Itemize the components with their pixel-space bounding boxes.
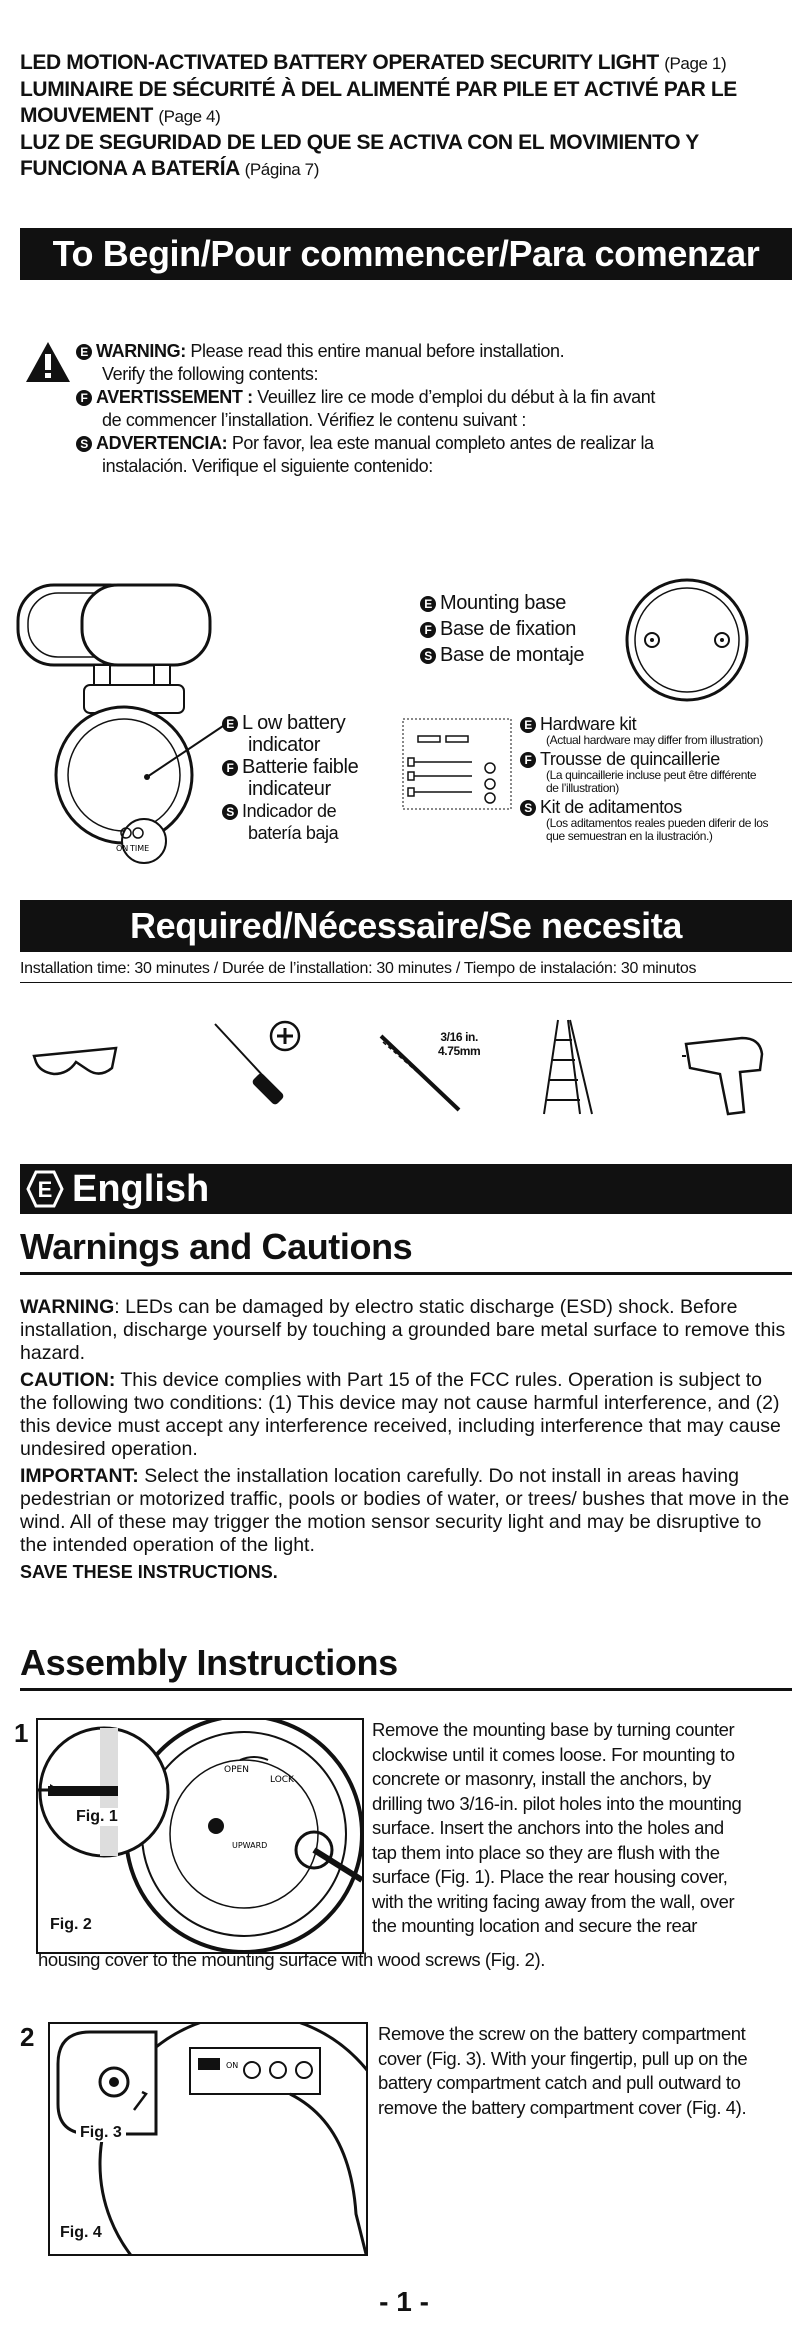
dial-lock-label: LOCK — [270, 1775, 294, 1785]
required-banner: Required/Nécessaire/Se necesita — [20, 900, 792, 952]
save-instructions: SAVE THESE INSTRUCTIONS. — [20, 1562, 278, 1582]
to-begin-banner: To Begin/Pour commencer/Para comenzar — [20, 228, 792, 280]
title-es-line1: LUZ DE SEGURIDAD DE LED QUE SE ACTIVA CON EL MOVIMIENTO Y — [20, 131, 699, 154]
warning-triangle-icon — [24, 340, 72, 384]
hardware-kit-labels: E Hardware kit (Actual hardware may differ from illustration) F Trousse de quincaillerie (La quincaillerie incluse peut être différente de l’illustration) S Kit de aditamentos (Los aditamentos reales pueden diferir de los que semuestran en la ilustración.) — [520, 714, 800, 843]
english-e-icon — [26, 1170, 64, 1208]
drill-bit-size-label: 3/16 in. 4.75mm — [438, 1030, 481, 1058]
power-drill-icon — [682, 1030, 782, 1120]
french-badge-icon: F — [76, 390, 92, 406]
light-time-label: TIME — [130, 844, 150, 853]
english-badge-letter: E — [37, 1177, 53, 1202]
low-battery-labels: E L ow battery indicator F Batterie faible indicateur S Indicador de batería baja — [222, 712, 358, 844]
step-1-number: 1 — [14, 1718, 29, 1748]
fig-3-label: Fig. 3 — [76, 2124, 126, 2142]
title-fr-line2: MOUVEMENT (Page 4) — [20, 104, 221, 127]
title-es-line2: FUNCIONA A BATERÍA (Página 7) — [20, 157, 319, 180]
spanish-badge-icon: S — [76, 436, 92, 452]
phillips-screwdriver-icon — [205, 1018, 305, 1108]
hardware-kit-illustration — [402, 718, 512, 810]
page-number: - 1 - — [379, 2286, 429, 2317]
step-2-text: Remove the screw on the battery compartment cover (Fig. 3). With your fingertip, pull up on the battery compartment catch and pull outward to remove the battery compartment cover (Fig. 4). — [378, 2023, 748, 2118]
security-light-illustration — [14, 575, 234, 865]
mounting-base-illustration — [622, 575, 752, 705]
light-on-label: ON — [116, 844, 129, 853]
warning-paragraph: WARNING: LEDs can be damaged by electro static discharge (ESD) shock. Before installation, discharge yourself by touching a grounded bare metal surface to remove this hazard. — [20, 1296, 786, 1364]
warnings-title: Warnings and Cautions — [20, 1226, 792, 1275]
important-paragraph: IMPORTANT: Select the installation location carefully. Do not install in areas having pedestrian or motorized traffic, pools or bodies of water, or trees/ bushes that move in the wind. All of these may trigger the motion sensor security light and may be disruptive to the intended operation of the light. — [20, 1465, 790, 1556]
step-2-number: 2 — [20, 2022, 35, 2052]
mounting-base-labels: E Mounting base F Base de fixation S Base de montaje — [420, 590, 584, 668]
caution-paragraph: CAUTION: This device complies with Part 15 of the FCC rules. Operation is subject to the following two conditions: (1) This device may not cause harmful interference, and (2) this device must accept any interference received, including interference that may cause undesired operation. — [20, 1369, 781, 1460]
title-fr-line1: LUMINAIRE DE SÉCURITÉ À DEL ALIMENTÉ PAR PILE ET ACTIVÉ PAR LE — [20, 78, 737, 101]
english-badge-icon: E — [76, 344, 92, 360]
switch-on-label: ON — [226, 2061, 239, 2070]
step-1-figure — [36, 1718, 364, 1954]
step-1-text: Remove the mounting base by turning counter clockwise until it comes loose. For mounting to concrete or masonry, install the anchors, by drilling two 3/16-in. pilot holes into the mounting surface. Insert the anchors into the holes and tap them into place so they are flush with the surface (Fig. 1). Place the rear housing cover, with the writing facing away from the wall, over the mounting location and secure the rear — [372, 1719, 742, 1936]
fig-2-label: Fig. 2 — [46, 1916, 96, 1934]
step-1-tail: housing cover to the mounting surface with wood screws (Fig. 2). — [38, 1949, 546, 1970]
step-ladder-icon — [540, 1016, 596, 1116]
installation-time: Installation time: 30 minutes / Durée de l’installation: 30 minutes / Tiempo de instalación: 30 minutos — [20, 960, 792, 983]
warning-intro: E WARNING: Please read this entire manual before installation. Verify the following contents: F AVERTISSEMENT : Veuillez lire ce mode d’emploi du début à la fin avant de commencer l’installation. Vérifiez le contenu suivant : S ADVERTENCIA: Por favor, lea este manual completo antes de realizar la instalación. Verifique el siguiente contenido: — [76, 340, 796, 478]
safety-glasses-icon — [30, 1038, 120, 1088]
warnings-body — [20, 1296, 790, 1588]
document-titles — [20, 50, 800, 183]
step-2-figure — [48, 2022, 368, 2256]
fig-1-label: Fig. 1 — [72, 1808, 122, 1826]
dial-open-label: OPEN — [224, 1765, 249, 1775]
fig-4-label: Fig. 4 — [56, 2224, 106, 2242]
english-header — [20, 1164, 792, 1214]
dial-upward-label: UPWARD — [232, 1841, 268, 1850]
english-title: English — [72, 1168, 210, 1210]
title-en: LED MOTION-ACTIVATED BATTERY OPERATED SECURITY LIGHT (Page 1) — [20, 51, 727, 74]
assembly-title: Assembly Instructions — [20, 1642, 792, 1691]
